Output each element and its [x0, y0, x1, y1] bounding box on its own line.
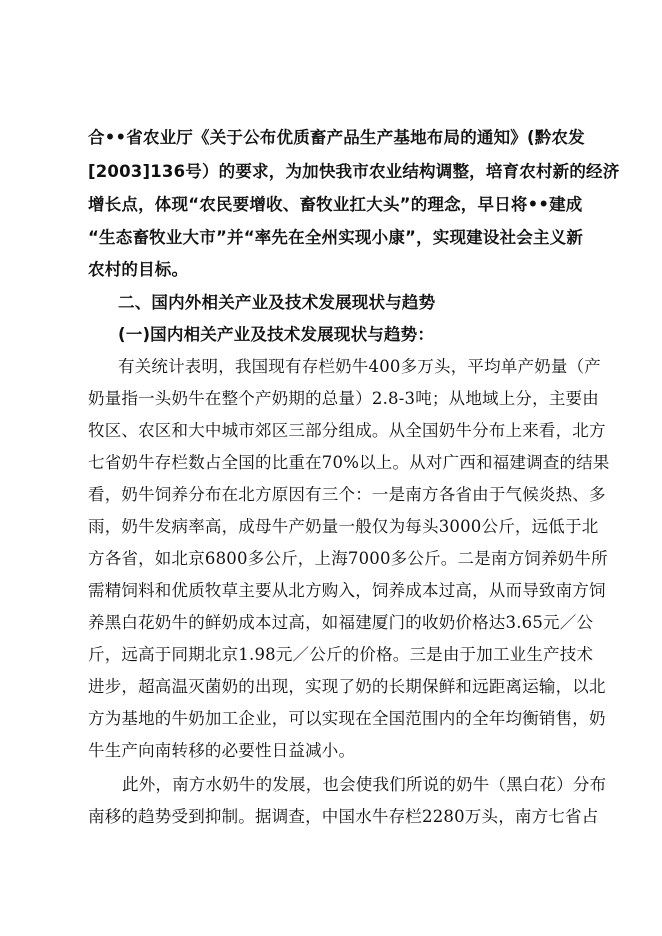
paragraph-line: 此外，南方水奶牛的发展，也会使我们所说的奶牛（黑白花）分布 — [122, 775, 607, 794]
section-heading: 二、国内外相关产业及技术发展现状与趋势 — [118, 293, 436, 312]
paragraph-line: 需精饲料和优质牧草主要从北方购入，饲养成本过高，从而导致南方饲 — [88, 581, 606, 600]
paragraph-line: 农村的目标。 — [88, 260, 189, 279]
paragraph-line: 合••省农业厅《关于公布优质畜产品生产基地布局的通知》(黔农发 — [88, 128, 585, 147]
paragraph-line: 有关统计表明，我国现有存栏奶牛400多万头，平均单产奶量（产 — [118, 357, 601, 376]
paragraph-line: 奶量指一头奶牛在整个产奶期的总量）2.8-3吨；从地域上分，主要由 — [88, 389, 599, 408]
subsection-heading: (一)国内相关产业及技术发展现状与趋势： — [118, 325, 435, 344]
paragraph-line: 方为基地的牛奶加工企业，可以实现在全国范围内的全年均衡销售，奶 — [88, 709, 606, 728]
paragraph-line: 增长点，体现“农民要增收、畜牧业扛大头”的理念，早日将••建成 — [88, 195, 583, 214]
paragraph-line: 养黑白花奶牛的鲜奶成本过高，如福建厦门的收奶价格达3.65元／公 — [88, 613, 594, 632]
paragraph-line: 进步，超高温灭菌奶的出现，实现了奶的长期保鲜和远距离运输，以北 — [88, 677, 606, 696]
paragraph-line: 雨，奶牛发病率高，成母牛产奶量一般仅为每头3000公斤，远低于北 — [88, 517, 599, 536]
paragraph-line: 看，奶牛饲养分布在北方原因有三个：一是南方各省由于气候炎热、多 — [88, 485, 606, 504]
paragraph-line: “生态畜牧业大市”并“率先在全州实现小康”，实现建设社会主义新 — [88, 228, 584, 247]
paragraph-line: [2003]136号）的要求，为加快我市农业结构调整，培育农村新的经济 — [88, 162, 620, 181]
paragraph-line: 七省奶牛存栏数占全国的比重在70%以上。从对广西和福建调查的结果 — [88, 453, 610, 472]
paragraph-line: 牧区、农区和大中城市郊区三部分组成。从全国奶牛分布上来看，北方 — [88, 421, 606, 440]
paragraph-line: 南移的趋势受到抑制。据调查，中国水牛存栏2280万头，南方七省占 — [88, 807, 599, 826]
paragraph-line: 牛生产向南转移的必要性日益减小。 — [88, 741, 356, 760]
paragraph-line: 方各省，如北京6800多公斤，上海7000多公斤。二是南方饲养奶牛所 — [88, 549, 608, 568]
paragraph-line: 斤，远高于同期北京1.98元／公斤的价格。三是由于加工业生产技术 — [88, 645, 594, 664]
